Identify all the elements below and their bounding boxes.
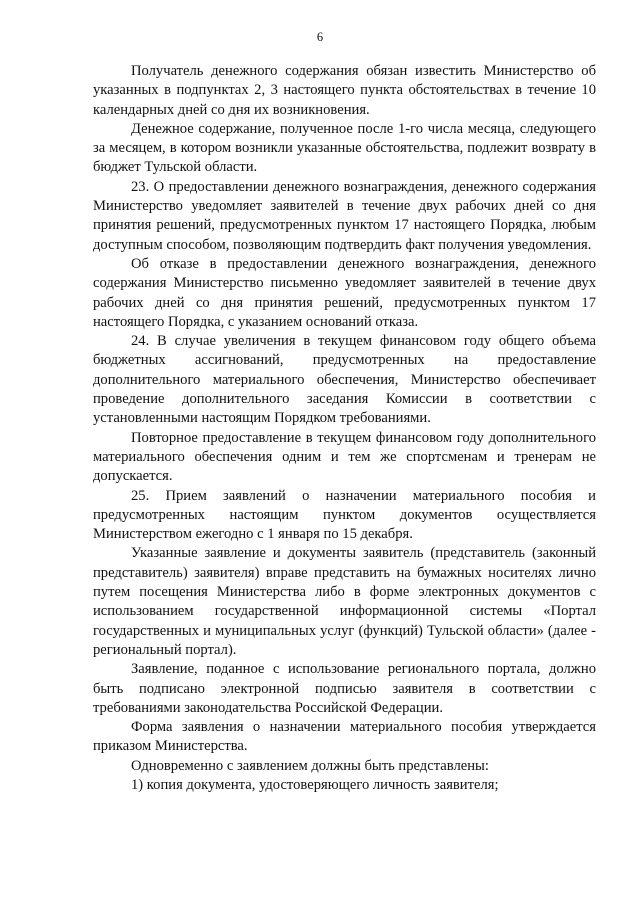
paragraph-repeat-provision: Повторное предоставление в текущем финансовом году дополнительного материального обеспечения одним и тем же спортсменам и тренерам не допускается.: [93, 429, 596, 485]
paragraph-electronic-signature: Заявление, поданное с использование регионального портала, должно быть подписано электронной подписью заявителя в соответствии с требованиями законодательства Российской Федерации.: [93, 661, 596, 716]
paragraph-required-documents: Одновременно с заявлением должны быть представлены:: [131, 757, 489, 774]
paragraph-clause-23: 23. О предоставлении денежного вознаграждения, денежного содержания Министерство уведомляет заявителей в течение двух рабочих дней со дня принятия решений, предусмотренных пунктом 17 настоящего Порядка, любым доступным способом, позволяющим подтвердить факт получения уведомления.: [93, 178, 596, 253]
paragraph-application-form: Форма заявления о назначении материального пособия утверждается приказом Министерства.: [93, 719, 596, 755]
paragraph-refund-allowance: Денежное содержание, полученное после 1-го числа месяца, следующего за месяцем, в котором возникли указанные обстоятельства, подлежит возврату в бюджет Тульской области.: [93, 120, 596, 176]
paragraph-submission-methods: Указанные заявление и документы заявитель (представитель (законный представитель) заявителя) вправе представить на бумажных носителях лично путем посещения Министерства либо в форме электронных документов с использованием государственной информационной системы «Портал государственных и муниципальных услуг (функций) Тульской области» (далее - региональный портал).: [93, 545, 596, 658]
paragraph-refusal-notice: Об отказе в предоставлении денежного вознаграждения, денежного содержания Министерство письменно уведомляет заявителей в течение двух рабочих дней со дня принятия решений, предусмотренных пунктом 17 настоящего Порядка, с указанием оснований отказа.: [93, 255, 596, 330]
paragraph-notify-ministry: Получатель денежного содержания обязан известить Министерство об указанных в подпунктах 2, 3 настоящего пункта обстоятельствах в течение 10 календарных дней со дня их возникновения.: [93, 63, 596, 118]
list-item-identity-document: 1) копия документа, удостоверяющего личность заявителя;: [131, 776, 499, 793]
document-body: [93, 62, 596, 795]
paragraph-clause-25: 25. Прием заявлений о назначении материального пособия и предусмотренных настоящим пунктом документов осуществляется Министерством ежегодно с 1 января по 15 декабря.: [93, 487, 596, 543]
page-number: 6: [316, 30, 324, 44]
paragraph-clause-24: 24. В случае увеличения в текущем финансовом году общего объема бюджетных ассигнований, предусмотренных на предоставление дополнительного материального обеспечения, Министерство обеспечивает проведение дополнительного заседания Комиссии в соответствии с установленными настоящим Порядком требованиями.: [93, 333, 596, 427]
